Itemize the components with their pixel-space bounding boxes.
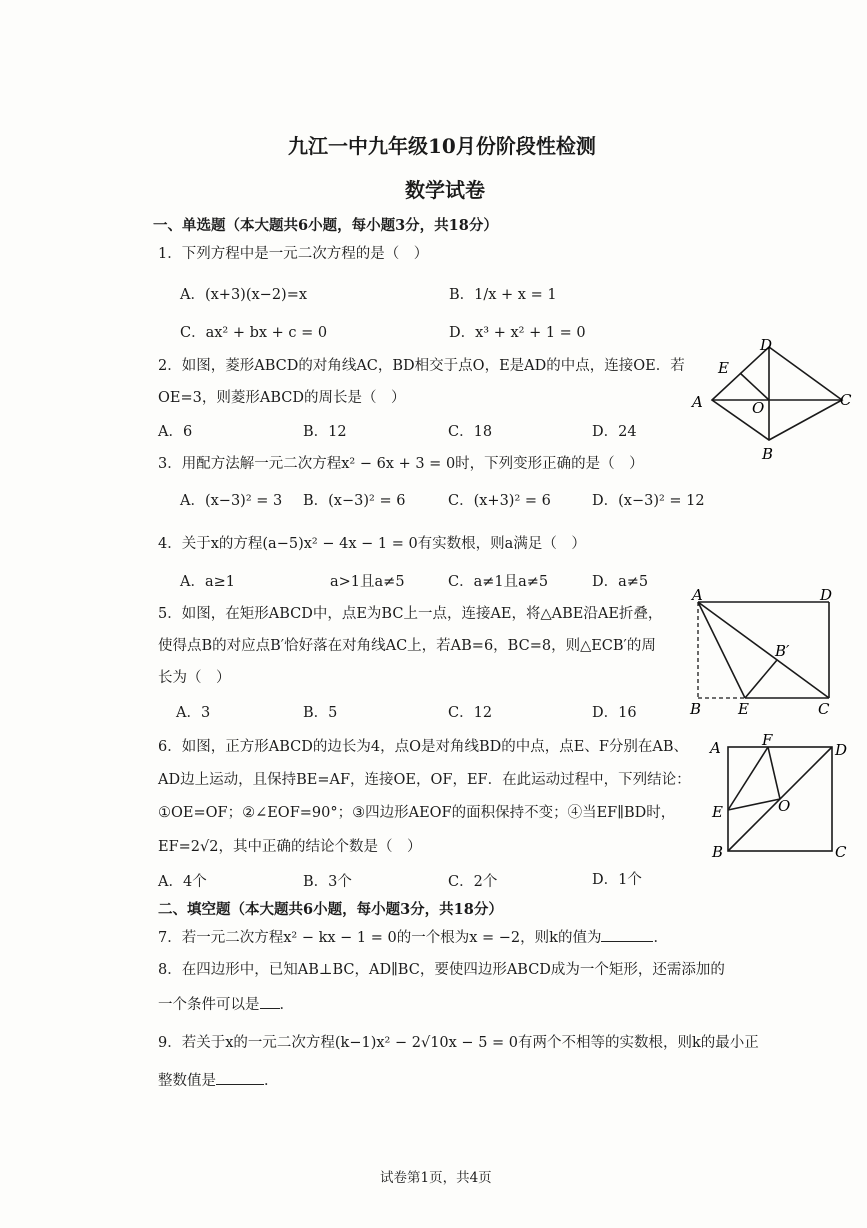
rectangle-fold-figure [688,588,853,718]
question-4-stem: 4．关于x的方程(a−5)x² − 4x − 1 = 0有实数根，则a满足（ ） [158,536,586,552]
square-figure [708,731,858,861]
question-6-option-b: B．3个 [303,874,352,890]
question-6-option-c: C．2个 [448,874,498,890]
question-3-option-c: C．(x+3)² = 6 [448,493,551,509]
question-4-option-a: A．a≥1 [180,574,235,590]
section-heading-single-choice: 一、单选题（本大题共6小题，每小题3分，共18分） [153,217,498,234]
rhombus-label-d: D [760,336,773,354]
question-7-answer-blank[interactable] [601,927,653,942]
question-2-option-d: D．24 [592,424,637,440]
question-6-line-3: ①OE=OF；②∠EOF=90°；③四边形AEOF的面积保持不变；④当EF∥BD时， [158,805,676,821]
question-5-option-b: B．5 [303,705,338,721]
section-heading-fill-in: 二、填空题（本大题共6小题，每小题3分，共18分） [158,901,503,918]
fold-label-b: B [690,700,702,718]
rhombus-label-o: O [752,399,765,417]
question-6-option-a: A．4个 [158,874,207,890]
exam-title: 九江一中九年级10月份阶段性检测 [288,134,596,158]
fold-label-e: E [738,700,749,718]
question-8-line-1: 8．在四边形中，已知AB⊥BC，AD∥BC，要使四边形ABCD成为一个矩形，还需添加的 [158,962,725,978]
rhombus-label-b: B [762,445,774,463]
question-5-line-1: 5．如图，在矩形ABCD中，点E为BC上一点，连接AE，将△ABE沿AE折叠， [158,606,663,622]
square-label-f: F [762,731,773,749]
question-6-option-d: D．1个 [592,872,642,888]
question-6-line-4: EF=2√2，其中正确的结论个数是（ ） [158,839,422,855]
question-6-line-1: 6．如图，正方形ABCD的边长为4，点O是对角线BD的中点，点E、F分别在AB、 [158,739,689,755]
question-7-end: ． [653,930,668,946]
fold-label-b1: B′ [775,642,790,660]
rhombus-label-a: A [692,393,703,411]
square-label-c: C [835,843,847,861]
square-label-b: B [712,843,724,861]
question-2-option-c: C．18 [448,424,493,440]
square-label-d: D [835,741,848,759]
rhombus-label-e: E [718,359,729,377]
question-3-option-d: D．(x−3)² = 12 [592,493,705,509]
question-2-option-b: B．12 [303,424,347,440]
question-5-line-3: 长为（ ） [158,670,231,686]
question-1-option-b: B．1/x + x = 1 [449,287,557,303]
rhombus-label-c: C [840,391,852,409]
question-5-option-d: D．16 [592,705,637,721]
question-9-answer-blank[interactable] [216,1070,264,1085]
question-1-option-a: A．(x+3)(x−2)=x [180,287,308,303]
exam-subtitle: 数学试卷 [405,178,485,202]
question-3-option-b: B．(x−3)² = 6 [303,493,406,509]
fold-label-c: C [818,700,830,718]
question-9-text: 整数值是 [158,1073,216,1089]
question-9-end: ． [264,1073,279,1089]
rhombus-figure [690,335,860,465]
question-8-text: 一个条件可以是 [158,997,260,1013]
question-7 [158,927,668,948]
question-4-option-d: D．a≠5 [592,574,649,590]
question-1-stem: 1．下列方程中是一元二次方程的是（ ） [158,246,429,262]
question-2-line-2: OE=3，则菱形ABCD的周长是（ ） [158,390,406,406]
question-4-option-c: C．a≠1且a≠5 [448,574,549,590]
square-label-o: O [778,797,791,815]
question-5-line-2: 使得点B的对应点B′恰好落在对角线AC上，若AB=6，BC=8，则△ECB′的周 [158,638,656,654]
question-2-line-1: 2．如图，菱形ABCD的对角线AC，BD相交于点O，E是AD的中点，连接OE．若 [158,358,685,374]
fold-label-a: A [692,586,703,604]
question-1-option-d: D．x³ + x² + 1 = 0 [449,325,586,341]
question-5-option-c: C．12 [448,705,493,721]
question-7-text: 7．若一元二次方程x² − kx − 1 = 0的一个根为x = −2，则k的值为 [158,930,602,946]
question-6-line-2: AD边上运动，且保持BE=AF，连接OE，OF，EF．在此运动过程中，下列结论： [158,772,691,788]
question-9-line-1: 9．若关于x的一元二次方程(k−1)x² − 2√10x − 5 = 0有两个不相等的实数根，则k的最小正 [158,1035,759,1051]
question-3-stem: 3．用配方法解一元二次方程x² − 6x + 3 = 0时，下列变形正确的是（ ） [158,456,644,472]
question-9-line-2 [158,1070,279,1091]
square-label-e: E [712,803,723,821]
page-footer: 试卷第1页，共4页 [380,1170,492,1186]
question-8-answer-blank[interactable] [260,994,280,1009]
question-5-option-a: A．3 [176,705,211,721]
question-3-option-a: A．(x−3)² = 3 [180,493,283,509]
question-8-line-2 [158,994,294,1015]
square-label-a: A [710,739,721,757]
question-1-option-c: C．ax² + bx + c = 0 [180,325,328,341]
question-8-end: ． [279,997,294,1013]
fold-label-d: D [820,586,833,604]
question-2-option-a: A．6 [158,424,193,440]
question-4-option-b: a>1且a≠5 [330,574,405,590]
